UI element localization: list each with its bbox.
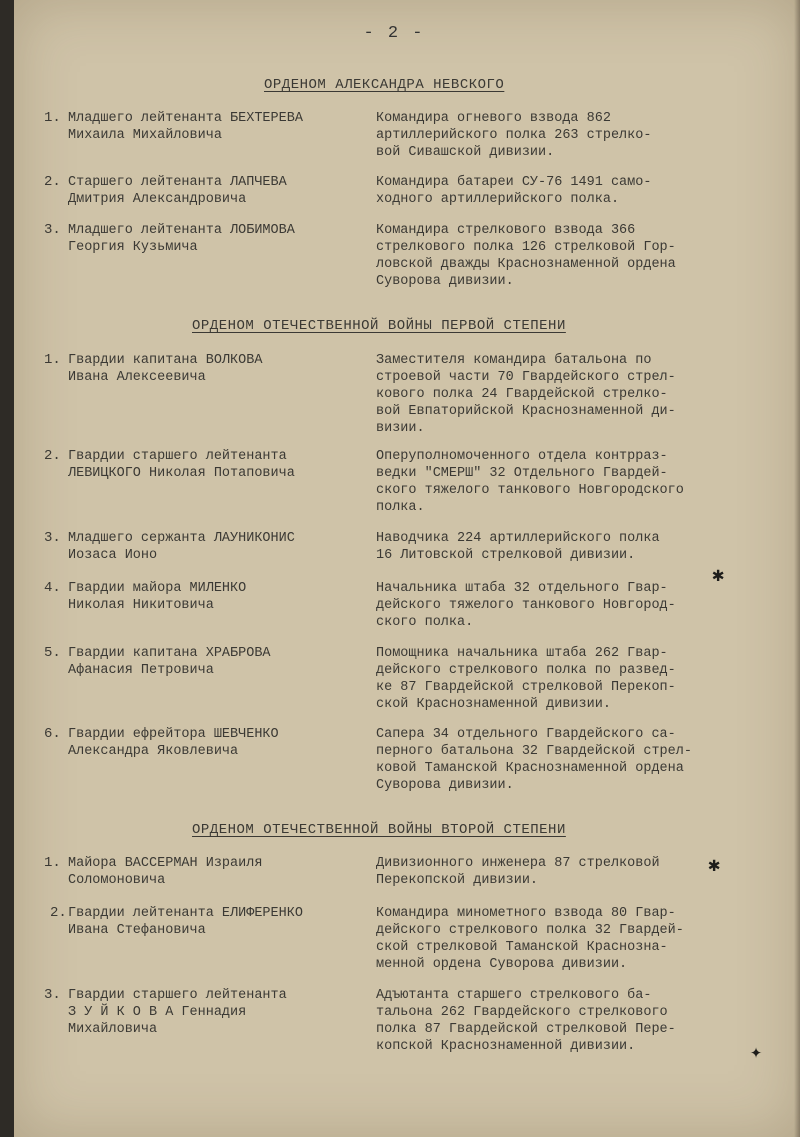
desc-line: ского тяжелого танкового Новгородского (376, 483, 684, 498)
name-line: Младшего сержанта ЛАУНИКОНИС (68, 531, 295, 546)
recipient-name (68, 580, 246, 614)
recipient-position (376, 222, 676, 290)
desc-line: перного батальона 32 Гвардейской стрел- (376, 744, 692, 759)
desc-line: Помощника начальника штаба 262 Гвар- (376, 646, 668, 661)
desc-line: визии. (376, 421, 425, 436)
section-heading-nevsky: ОРДЕНОМ АЛЕКСАНДРА НЕВСКОГО (264, 77, 505, 93)
desc-line: Дивизионного инженера 87 стрелковой (376, 856, 660, 871)
name-line: Ивана Стефановича (68, 923, 206, 938)
name-line: Гвардии ефрейтора ШЕВЧЕНКО (68, 727, 279, 742)
recipient-name (68, 448, 295, 482)
name-line: Александра Яковлевича (68, 744, 239, 759)
section-heading-patriotic-war-1: ОРДЕНОМ ОТЕЧЕСТВЕННОЙ ВОЙНЫ ПЕРВОЙ СТЕПЕНИ (192, 318, 566, 334)
entry-number: 4. (44, 580, 61, 596)
recipient-name (68, 987, 287, 1038)
desc-line: ловской дважды Краснознаменной ордена (376, 257, 676, 272)
name-line: Георгия Кузьмича (68, 240, 198, 255)
entry-number: 1. (44, 110, 61, 126)
desc-line: строевой части 70 Гвардейского стрел- (376, 370, 676, 385)
name-line: З У Й К О В А Геннадия (68, 1005, 247, 1020)
recipient-position (376, 530, 660, 564)
desc-line: Командира стрелкового взвода 366 (376, 223, 636, 238)
name-line: Гвардии капитана ХРАБРОВА (68, 646, 271, 661)
desc-line: ской стрелковой Таманской Краснозна- (376, 940, 668, 955)
recipient-position (376, 580, 676, 631)
desc-line: стрелкового полка 126 стрелковой Гор- (376, 240, 676, 255)
name-line: Иозаса Ионо (68, 548, 158, 563)
desc-line: Сапера 34 отдельного Гвардейского са- (376, 727, 676, 742)
desc-line: ской Краснознаменной дивизии. (376, 697, 611, 712)
desc-line: Командира минометного взвода 80 Гвар- (376, 906, 676, 921)
desc-line: копской Краснознаменной дивизии. (376, 1039, 636, 1054)
name-line: Младшего лейтенанта БЕХТЕРЕВА (68, 111, 303, 126)
desc-line: дейского стрелкового полка 32 Гвардей- (376, 923, 684, 938)
name-line: Гвардии лейтенанта ЕЛИФЕРЕНКО (68, 906, 303, 921)
entry-number: 3. (44, 222, 61, 238)
page-number: - 2 - (363, 24, 425, 43)
recipient-position (376, 645, 676, 713)
desc-line: Адъютанта старшего стрелкового ба- (376, 988, 652, 1003)
desc-line: Командира огневого взвода 862 (376, 111, 611, 126)
name-line: Соломоновича (68, 873, 166, 888)
desc-line: 16 Литовской стрелковой дивизии. (376, 548, 636, 563)
name-line: Гвардии старшего лейтенанта (68, 449, 287, 464)
desc-line: Начальника штаба 32 отдельного Гвар- (376, 581, 668, 596)
entry-number: 3. (44, 530, 61, 546)
name-line: Афанасия Петровича (68, 663, 214, 678)
desc-line: Перекопской дивизии. (376, 873, 539, 888)
ink-blot-mark-icon: ✱ (708, 855, 721, 878)
desc-line: дейского тяжелого танкового Новгород- (376, 598, 676, 613)
recipient-name (68, 352, 262, 386)
desc-line: Заместителя командира батальона по (376, 353, 652, 368)
desc-line: Оперуполномоченного отдела контрраз- (376, 449, 668, 464)
recipient-name (68, 530, 295, 564)
name-line: Михаила Михайловича (68, 128, 222, 143)
desc-line: дейского стрелкового полка по развед- (376, 663, 676, 678)
desc-line: ковой Таманской Краснознаменной ордена (376, 761, 684, 776)
recipient-name (68, 855, 262, 889)
recipient-position (376, 174, 651, 208)
name-line: Дмитрия Александровича (68, 192, 247, 207)
desc-line: полка 87 Гвардейской стрелковой Пере- (376, 1022, 676, 1037)
name-line: Гвардии майора МИЛЕНКО (68, 581, 247, 596)
desc-line: Наводчика 224 артиллерийского полка (376, 531, 660, 546)
desc-line: Командира батареи СУ-76 1491 само- (376, 175, 652, 190)
ink-star-mark-icon: ✱ (712, 565, 725, 588)
recipient-position (376, 905, 684, 973)
recipient-position (376, 855, 660, 889)
recipient-position (376, 110, 651, 161)
recipient-position (376, 352, 676, 437)
recipient-name (68, 174, 287, 208)
section-heading-patriotic-war-2: ОРДЕНОМ ОТЕЧЕСТВЕННОЙ ВОЙНЫ ВТОРОЙ СТЕПЕНИ (192, 822, 566, 838)
desc-line: вой Сивашской дивизии. (376, 145, 555, 160)
recipient-position (376, 726, 692, 794)
name-line: Майора ВАССЕРМАН Израиля (68, 856, 263, 871)
entry-number: 3. (44, 987, 61, 1003)
recipient-name (68, 905, 303, 939)
recipient-name (68, 110, 303, 144)
recipient-position (376, 987, 676, 1055)
name-line: Старшего лейтенанта ЛАПЧЕВА (68, 175, 287, 190)
desc-line: тальона 262 Гвардейского стрелкового (376, 1005, 668, 1020)
recipient-name (68, 726, 279, 760)
desc-line: ке 87 Гвардейской стрелковой Перекоп- (376, 680, 676, 695)
page-edge-shadow (794, 0, 800, 1137)
desc-line: Суворова дивизии. (376, 274, 514, 289)
name-line: Младшего лейтенанта ЛОБИМОВА (68, 223, 295, 238)
name-line: Михайловича (68, 1022, 158, 1037)
desc-line: кового полка 24 Гвардейской стрелко- (376, 387, 668, 402)
entry-number: 6. (44, 726, 61, 742)
desc-line: ходного артиллерийского полка. (376, 192, 620, 207)
name-line: Ивана Алексеевича (68, 370, 206, 385)
entry-number: 2. (44, 448, 61, 464)
desc-line: Суворова дивизии. (376, 778, 514, 793)
recipient-name (68, 645, 271, 679)
desc-line: ведки "СМЕРШ" 32 Отдельного Гвардей- (376, 466, 668, 481)
entry-number: 2. (44, 174, 61, 190)
name-line: Гвардии капитана ВОЛКОВА (68, 353, 263, 368)
entry-number: 2. (50, 905, 67, 921)
ink-blot-mark-icon: ✦ (750, 1042, 763, 1065)
name-line: ЛЕВИЦКОГО Николая Потаповича (68, 466, 295, 481)
desc-line: артиллерийского полка 263 стрелко- (376, 128, 652, 143)
entry-number: 1. (44, 855, 61, 871)
desc-line: ского полка. (376, 615, 474, 630)
recipient-name (68, 222, 295, 256)
entry-number: 1. (44, 352, 61, 368)
entry-number: 5. (44, 645, 61, 661)
desc-line: менной ордена Суворова дивизии. (376, 957, 628, 972)
recipient-position (376, 448, 684, 516)
name-line: Николая Никитовича (68, 598, 214, 613)
name-line: Гвардии старшего лейтенанта (68, 988, 287, 1003)
desc-line: полка. (376, 500, 425, 515)
document-page (14, 0, 800, 1137)
desc-line: вой Евпаторийской Краснознаменной ди- (376, 404, 676, 419)
